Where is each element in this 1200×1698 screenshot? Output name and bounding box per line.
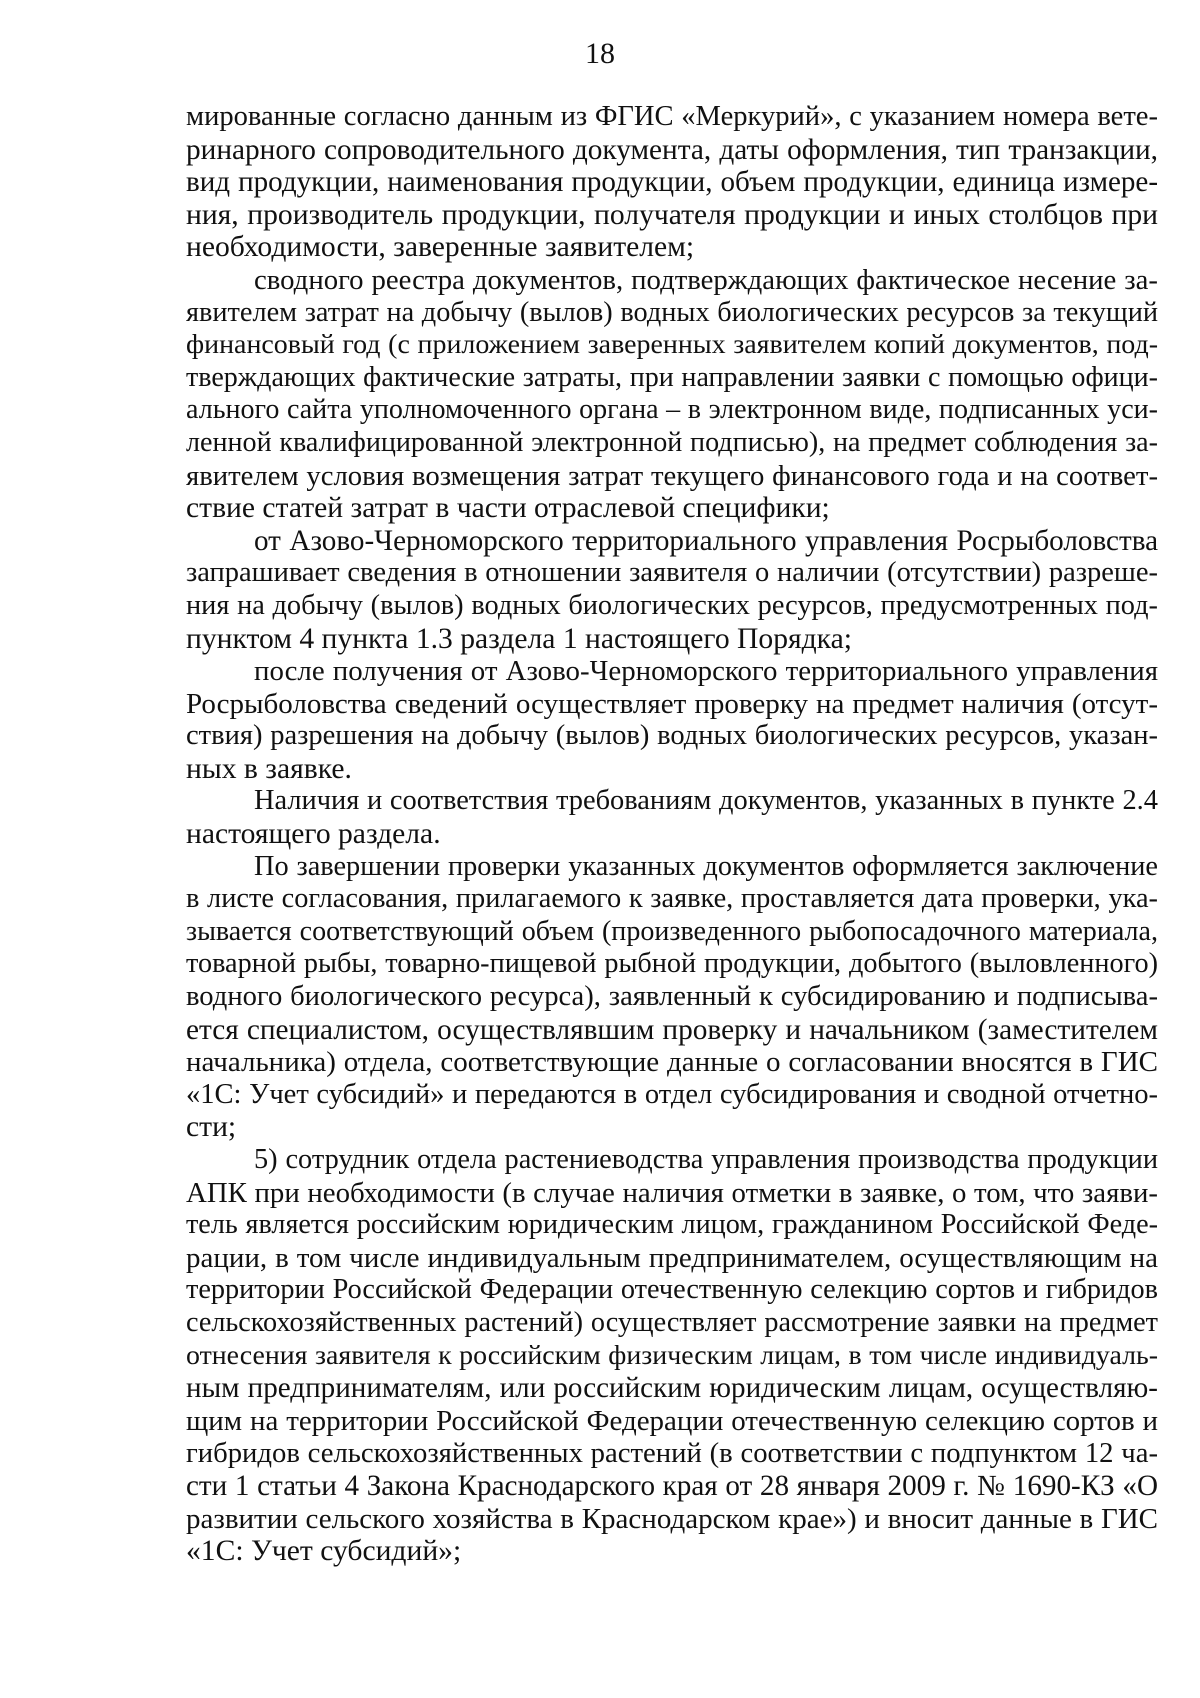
text-line: товарной рыбы, товарно-пищевой рыбной продукции, добытого (выловленного) [186, 948, 1158, 980]
text-line: от Азово-Черноморского территориального управления Росрыболовства [254, 524, 1158, 557]
paragraph [186, 101, 1158, 264]
text-line: АПК при необходимости (в случае наличия отметки в заявке, о том, что заяви- [186, 1176, 1158, 1209]
text-line: явителем условия возмещения затрат текущего финансового года и на соответ- [186, 459, 1158, 492]
text-line: после получения от Азово-Черноморского территориального управления [254, 655, 1158, 688]
text-line: водного биологического ресурса), заявленный к субсидированию и подписыва- [186, 981, 1158, 1013]
text-line: сводного реестра документов, подтверждающих фактическое несение за- [254, 263, 1158, 296]
text-line: зывается соответствующий объем (произведенного рыбопосадочного материала, [186, 915, 1158, 947]
text-line: тель является российским юридическим лицом, гражданином Российской Феде- [186, 1209, 1158, 1241]
text-line: щим на территории Российской Федерации отечественную селекцию сортов и [186, 1404, 1158, 1437]
text-line: ется специалистом, осуществлявшим проверку и начальником (заместителем [186, 1013, 1158, 1046]
paragraph [186, 785, 1158, 850]
text-line: финансовый год (с приложением заверенных заявителем копий документов, под- [186, 329, 1158, 361]
text-line: ального сайта уполномоченного органа – в электронном виде, подписанных уси- [186, 394, 1158, 426]
text-line: настоящего раздела. [186, 818, 441, 851]
text-line: рации, в том числе индивидуальным предпринимателем, осуществляющим на [186, 1241, 1158, 1274]
text-line: 5) сотрудник отдела растениеводства управления производства продукции [254, 1144, 1158, 1175]
text-line: ным предпринимателям, или российским юридическим лицам, осуществляю- [186, 1372, 1158, 1405]
text-line: тверждающих фактические затраты, при направлении заявки с помощью офици- [186, 361, 1158, 393]
text-line: сти 1 статьи 4 Закона Краснодарского края от 28 января 2009 г. № 1690-КЗ «О [186, 1469, 1158, 1502]
text-line: сти; [186, 1111, 237, 1144]
text-line: «1С: Учет субсидий» и передаются в отдел субсидирования и сводной отчетно- [186, 1078, 1158, 1110]
paragraph [186, 264, 1158, 525]
text-line: гибридов сельскохозяйственных растений (в соответствии с подпунктом 12 ча- [186, 1437, 1158, 1470]
text-line: сельскохозяйственных растений) осуществляет рассмотрение заявки на предмет [186, 1306, 1158, 1338]
page-number: 18 [585, 37, 615, 70]
text-line: ных в заявке. [186, 752, 352, 785]
paragraph [186, 1144, 1158, 1568]
text-line: ствия) разрешения на добычу (вылов) водных биологических ресурсов, указан- [186, 720, 1158, 752]
text-line: ринарного сопроводительного документа, даты оформления, тип транзакции, [186, 133, 1158, 166]
document-body [186, 101, 1158, 1568]
text-line: Росрыболовства сведений осуществляет проверку на предмет наличия (отсут- [186, 687, 1158, 720]
text-line: Наличия и соответствия требованиям документов, указанных в пункте 2.4 [254, 785, 1158, 817]
text-line: в листе согласования, прилагаемого к заявке, проставляется дата проверки, ука- [186, 883, 1158, 915]
paragraph [186, 525, 1158, 655]
text-line: вид продукции, наименования продукции, объем продукции, единица измере- [186, 166, 1158, 199]
text-line: «1С: Учет субсидий»; [186, 1535, 462, 1568]
paragraph [186, 851, 1158, 1144]
text-line: пунктом 4 пункта 1.3 раздела 1 настоящего Порядка; [186, 622, 852, 655]
text-line: ния, производитель продукции, получателя продукции и иных столбцов при [186, 198, 1158, 231]
text-line: явителем затрат на добычу (вылов) водных биологических ресурсов за текущий [186, 296, 1158, 328]
text-line: развитии сельского хозяйства в Краснодарском крае») и вносит данные в ГИС [186, 1502, 1158, 1535]
text-line: ния на добычу (вылов) водных биологических ресурсов, предусмотренных под- [186, 589, 1158, 621]
text-line: ленной квалифицированной электронной подписью), на предмет соблюдения за- [186, 426, 1158, 458]
text-line: По завершении проверки указанных документов оформляется заключение [254, 850, 1158, 882]
text-line: начальника) отдела, соответствующие данные о согласовании вносятся в ГИС [186, 1046, 1158, 1079]
text-line: необходимости, заверенные заявителем; [186, 231, 695, 264]
text-line: ствие статей затрат в части отраслевой специфики; [186, 492, 830, 525]
text-line: территории Российской Федерации отечественную селекцию сортов и гибридов [186, 1274, 1158, 1306]
text-line: мированные согласно данным из ФГИС «Меркурий», с указанием номера вете- [186, 101, 1158, 132]
text-line: отнесения заявителя к российским физическим лицам, в том числе индивидуаль- [186, 1339, 1158, 1371]
paragraph [186, 655, 1158, 785]
text-line: запрашивает сведения в отношении заявителя о наличии (отсутствии) разреше- [186, 557, 1158, 589]
